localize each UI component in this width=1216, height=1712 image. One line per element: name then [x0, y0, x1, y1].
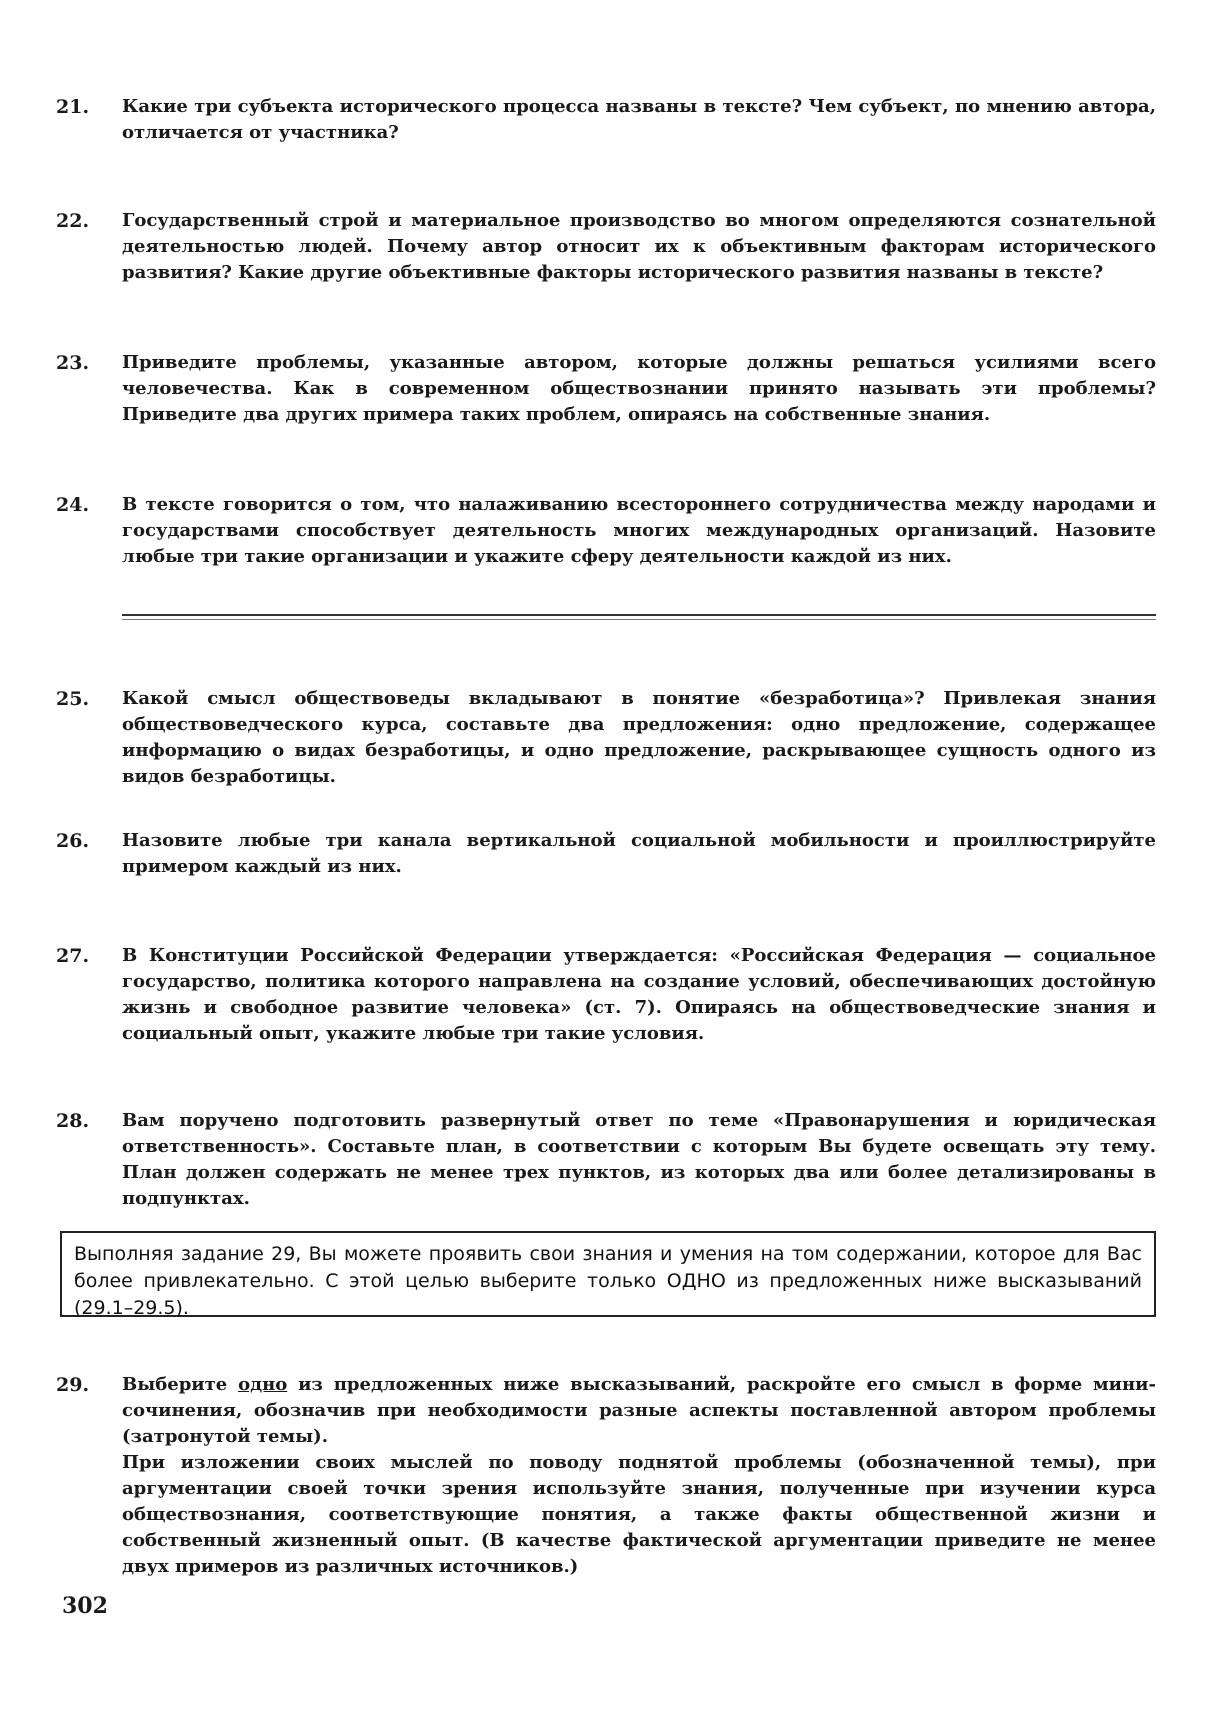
text-run: Назовите любые три канала вертикальной социальной мобильности и проиллюстрируйте примером каждый из них.	[122, 830, 1156, 877]
question-paragraph	[122, 686, 1156, 790]
text-run: При изложении своих мыслей по поводу поднятой проблемы (обозначенной темы), при аргументации своей точки зрения используйте знания, полученные при изучении курса обществознания, соответствующие понятия, а также факты общественной жизни и собственный жизненный опыт. (В качестве фактической аргументации приведите не менее двух примеров из различных источников.)	[122, 1452, 1156, 1577]
question-number: 27.	[56, 945, 90, 967]
question-text	[122, 828, 1156, 880]
question-28	[56, 1108, 1156, 1212]
text-run: из предложенных ниже высказываний, раскройте его смысл в форме мини-сочинения, обозначив при необходимости разные аспекты поставленной автором проблемы (затронутой темы).	[122, 1374, 1156, 1447]
question-paragraph	[122, 94, 1156, 146]
question-text	[122, 943, 1156, 1047]
text-run: В тексте говорится о том, что налаживанию всестороннего сотрудничества между народами и государствами способствует деятельность многих международных организаций. Назовите любые три такие организации и укажите сферу деятельности каждой из них.	[122, 494, 1156, 567]
question-text	[122, 1372, 1156, 1580]
question-24	[56, 492, 1156, 570]
question-text	[122, 686, 1156, 790]
question-22	[56, 208, 1156, 286]
question-number: 25.	[56, 688, 90, 710]
question-paragraph	[122, 1108, 1156, 1212]
text-run: Государственный строй и материальное производство во многом определяются сознательной деятельностью людей. Почему автор относит их к объективным факторам исторического развития? Какие другие объективные факторы исторического развития названы в тексте?	[122, 210, 1156, 283]
question-text	[122, 208, 1156, 286]
text-run: Приведите проблемы, указанные автором, которые должны решаться усилиями всего человечества. Как в современном обществознании принято называть эти проблемы? Приведите два других примера таких проблем, опираясь на собственные знания.	[122, 352, 1156, 425]
instruction-box: Выполняя задание 29, Вы можете проявить свои знания и умения на том содержании, которое для Вас более привлекательно. С этой целью выберите только ОДНО из предложенных ниже высказываний (29.1–29.5).	[60, 1231, 1156, 1317]
question-number: 28.	[56, 1110, 90, 1132]
question-number: 29.	[56, 1374, 90, 1396]
question-paragraph	[122, 1450, 1156, 1580]
question-21	[56, 94, 1156, 146]
question-text	[122, 94, 1156, 146]
question-paragraph	[122, 208, 1156, 286]
question-26	[56, 828, 1156, 880]
question-text	[122, 492, 1156, 570]
question-23	[56, 350, 1156, 428]
text-run: Вам поручено подготовить развернутый ответ по теме «Правонарушения и юридическая ответственность». Составьте план, в соответствии с которым Вы будете освещать эту тему. План должен содержать не менее трех пунктов, из которых два или более детализированы в подпунктах.	[122, 1110, 1156, 1209]
text-run: В Конституции Российской Федерации утверждается: «Российская Федерация — социальное государство, политика которого направлена на создание условий, обеспечивающих достойную жизнь и свободное развитие человека» (ст. 7). Опираясь на обществоведческие знания и социальный опыт, укажите любые три такие условия.	[122, 945, 1156, 1044]
question-paragraph	[122, 492, 1156, 570]
underlined-word: одно	[238, 1374, 288, 1395]
question-text	[122, 350, 1156, 428]
question-number: 22.	[56, 210, 90, 232]
question-paragraph	[122, 1372, 1156, 1450]
question-number: 26.	[56, 830, 90, 852]
question-paragraph	[122, 828, 1156, 880]
question-paragraph	[122, 943, 1156, 1047]
text-run: Выберите	[122, 1374, 239, 1395]
section-divider	[122, 614, 1156, 620]
page-number: 302	[62, 1593, 108, 1619]
question-paragraph	[122, 350, 1156, 428]
question-number: 21.	[56, 96, 90, 118]
question-25	[56, 686, 1156, 790]
question-number: 23.	[56, 352, 90, 374]
text-run: Какие три субъекта исторического процесса названы в тексте? Чем субъект, по мнению автора, отличается от участника?	[122, 96, 1156, 143]
question-text	[122, 1108, 1156, 1212]
text-run: Какой смысл обществоведы вкладывают в понятие «безработица»? Привлекая знания обществоведческого курса, составьте два предложения: одно предложение, содержащее информацию о видах безработицы, и одно предложение, раскрывающее сущность одного из видов безработицы.	[122, 688, 1156, 787]
question-number: 24.	[56, 494, 90, 516]
question-29	[56, 1372, 1156, 1580]
question-27	[56, 943, 1156, 1047]
